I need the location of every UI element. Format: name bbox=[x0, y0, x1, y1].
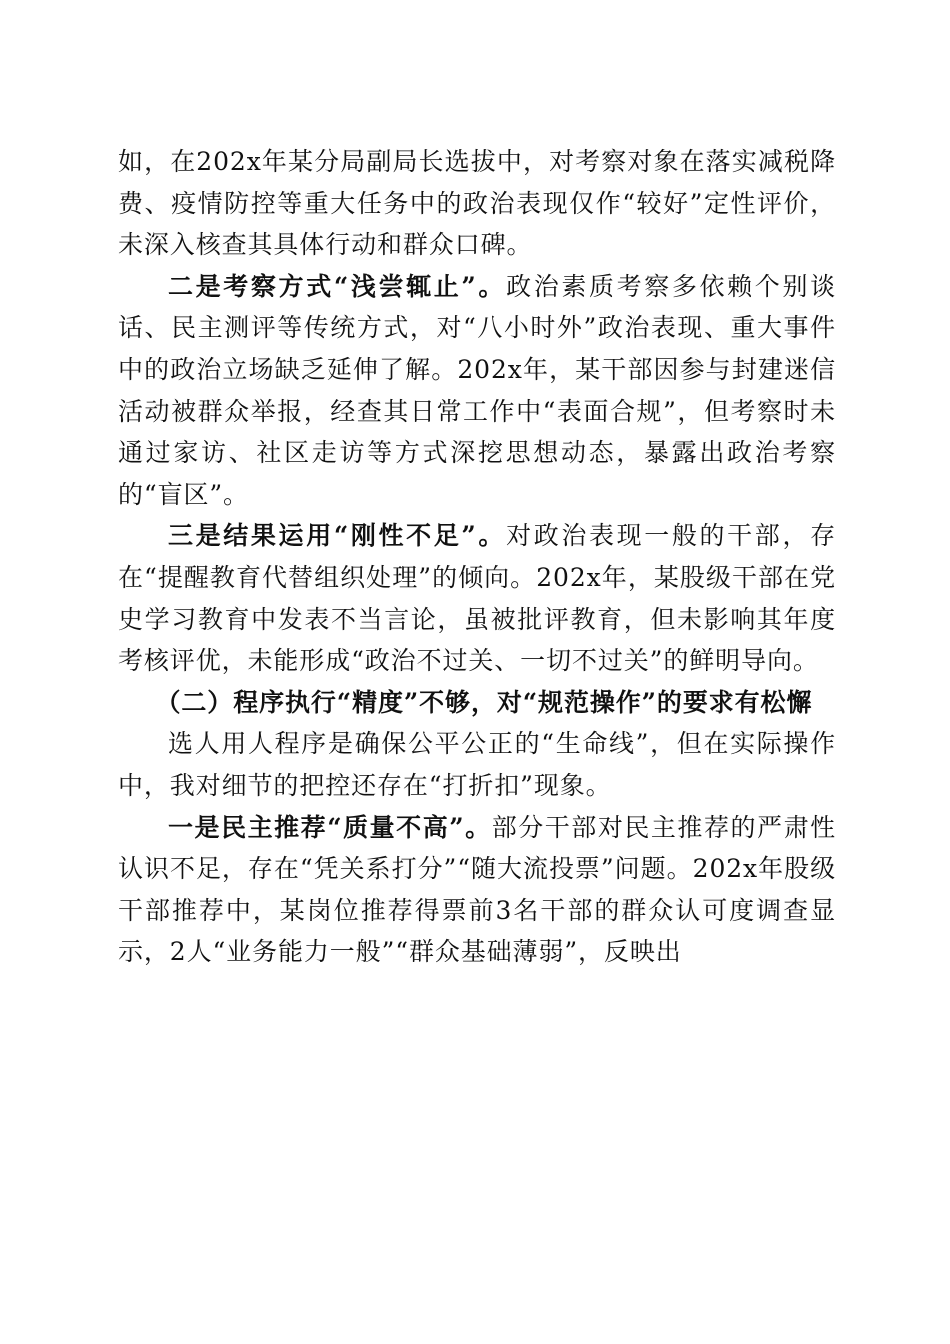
paragraph-lead: 一是民主推荐“质量不高”。 bbox=[168, 812, 492, 842]
paragraph-lead: 三是结果运用“刚性不足”。 bbox=[168, 521, 507, 551]
paragraph-text: 政治素质考察多依赖个别谈话、民主测评等传统方式，对“八小时外”政治表现、重大事件中的政治立场缺乏延伸了解。202x年，某干部因参与封建迷信活动被群众举报，经查其日常工作中“表面合规”，但考察时未通过家访、社区走访等方式深挖思想动态，暴露出政治考察的“盲区”。 bbox=[118, 271, 836, 509]
section-heading bbox=[118, 682, 836, 724]
paragraph-intro bbox=[118, 723, 836, 806]
paragraph-text: 选人用人程序是确保公平公正的“生命线”，但在实际操作中，我对细节的把控还存在“打折扣”现象。 bbox=[118, 729, 836, 800]
section-heading-text: （二）程序执行“精度”不够，对“规范操作”的要求有松懈 bbox=[155, 687, 813, 717]
paragraph-item-2 bbox=[118, 266, 836, 516]
paragraph-text: 对政治表现一般的干部，存在“提醒教育代替组织处理”的倾向。202x年，某股级干部在党史学习教育中发表不当言论，虽被批评教育，但未影响其年度考核评优，未能形成“政治不过关、一切不过关”的鲜明导向。 bbox=[118, 521, 836, 676]
paragraph-text: 如，在202x年某分局副局长选拔中，对考察对象在落实减税降费、疫情防控等重大任务中的政治表现仅作“较好”定性评价，未深入核查其具体行动和群众口碑。 bbox=[118, 147, 836, 260]
paragraph-text: 部分干部对民主推荐的严肃性认识不足，存在“凭关系打分”“随大流投票”问题。202x年股级干部推荐中，某岗位推荐得票前3名干部的群众认可度调查显示，2人“业务能力一般”“群众基础薄弱”，反映出 bbox=[118, 812, 837, 967]
paragraph-continuation bbox=[118, 141, 836, 266]
paragraph-item-1 bbox=[118, 807, 836, 973]
paragraph-item-3 bbox=[118, 515, 836, 681]
paragraph-lead: 二是考察方式“浅尝辄止”。 bbox=[168, 271, 507, 301]
document-body bbox=[118, 141, 836, 973]
